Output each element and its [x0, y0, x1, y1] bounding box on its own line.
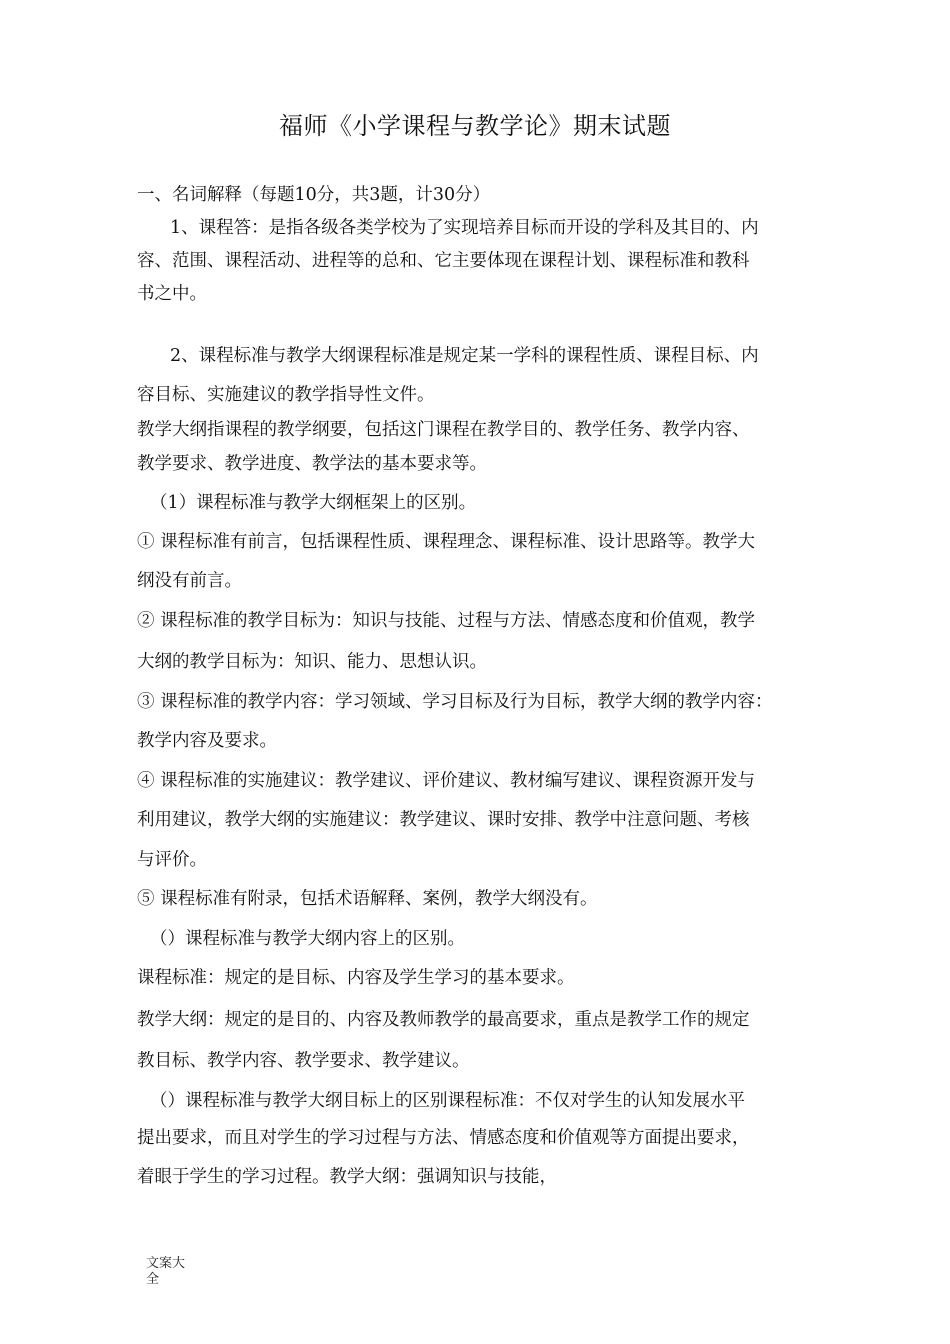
list-item-line: ④ 课程标准的实施建议：教学建议、评价建议、教材编写建议、课程资源开发与 — [137, 771, 756, 791]
paragraph-line: 2、课程标准与教学大纲课程标准是规定某一学科的课程性质、课程目标、内 — [170, 346, 759, 366]
paragraph-line: 教学要求、教学进度、教学法的基本要求等。 — [137, 454, 487, 474]
section-heading: 一、名词解释（每题10分，共3题，计30分） — [137, 185, 491, 205]
paragraph-line: 提出要求，而且对学生的学习过程与方法、情感态度和价值观等方面提出要求， — [137, 1128, 750, 1148]
paragraph-line: 教目标、教学内容、教学要求、教学建议。 — [137, 1051, 470, 1071]
page-footer: 文案大全 — [146, 1256, 186, 1287]
paragraph-line: 着眼于学生的学习过程。教学大纲：强调知识与技能， — [137, 1167, 557, 1187]
subheading-line: （）课程标准与教学大纲目标上的区别课程标准：不仅对学生的认知发展水平 — [150, 1091, 745, 1111]
document-title: 福师《小学课程与教学论》期末试题 — [279, 112, 671, 140]
list-item-line: 利用建议，教学大纲的实施建议：教学建议、课时安排、教学中注意问题、考核 — [137, 810, 750, 830]
list-item-line: ⑤ 课程标准有附录，包括术语解释、案例，教学大纲没有。 — [137, 889, 598, 909]
paragraph-line: 容、范围、课程活动、进程等的总和、它主要体现在课程计划、课程标准和教科 — [137, 251, 750, 271]
subheading-line: （1）课程标准与教学大纲框架上的区别。 — [150, 493, 477, 513]
list-item-line: ① 课程标准有前言，包括课程性质、课程理念、课程标准、设计思路等。教学大 — [137, 532, 756, 552]
paragraph-line: 课程标准：规定的是目标、内容及学生学习的基本要求。 — [137, 968, 575, 988]
paragraph-line: 容目标、实施建议的教学指导性文件。 — [137, 385, 435, 405]
list-item-line: 纲没有前言。 — [137, 571, 242, 591]
list-item-line: 与评价。 — [137, 850, 207, 870]
list-item-line: ③ 课程标准的教学内容：学习领域、学习目标及行为目标，教学大纲的教学内容： — [137, 692, 773, 712]
paragraph-line: 教学大纲：规定的是目的、内容及教师教学的最高要求，重点是教学工作的规定 — [137, 1010, 750, 1030]
paragraph-line: 教学大纲指课程的教学纲要，包括这门课程在教学目的、教学任务、教学内容、 — [137, 420, 750, 440]
list-item-line: ② 课程标准的教学目标为：知识与技能、过程与方法、情感态度和价值观，教学 — [137, 611, 756, 631]
paragraph-line: 书之中。 — [137, 284, 207, 304]
paragraph-line: 1、课程答：是指各级各类学校为了实现培养目标而开设的学科及其目的、内 — [170, 218, 759, 238]
list-item-line: 大纲的教学目标为：知识、能力、思想认识。 — [137, 652, 487, 672]
list-item-line: 教学内容及要求。 — [137, 731, 277, 751]
subheading-line: （）课程标准与教学大纲内容上的区别。 — [150, 929, 465, 949]
